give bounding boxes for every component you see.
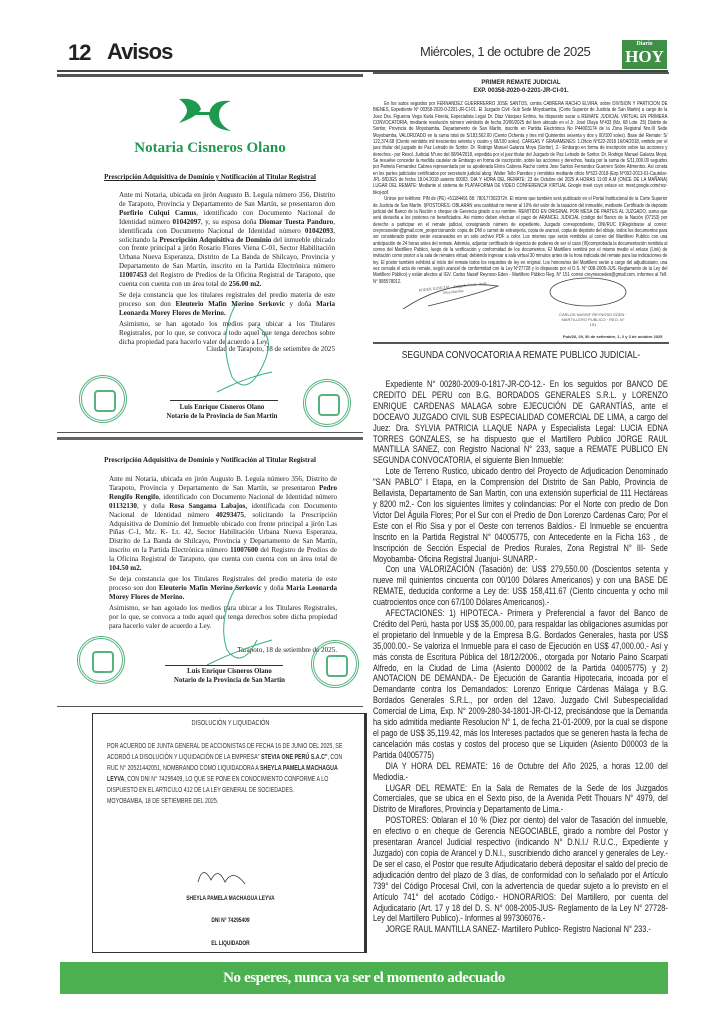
section-title: Avisos (107, 39, 173, 64)
signer-name: Luis Enrique Cisneros Olano (179, 404, 265, 411)
page-number: 12 (68, 40, 91, 65)
liquidator-role: EL LIQUIDADOR (211, 940, 250, 947)
bold-text: Rosa Sangama Labajos, (169, 501, 248, 510)
paragraph: En los autos seguidos por FERNANDEZ GUERRRERRO JOSE SANTOS, contra CABRERA RACHO ELVIRA, sobre DIVISION Y PARTICION DE BIENES, Expediente N° 00358-2020-0-2201-JR-CI-01. El Juzgado Civil -Sub Sede Moyobamba, (Corte Superior de Justicia de San Martin) a cargo de la Juez Dra. Figueroa Vega Karla Fiorela, Especialista Legal Dr. Diaz Vásquez Erdma, ha dispuesto sacar a REMATE JUDICIAL VIRTUAL EN PRIMERA CONVOCATORIA, mediante resolución número veintiséis de fecha 20/06/2025 del bien ubicado en el Jr. José Olaya N°433 (Mz. 68 Lote. 25) Distrito de Soritor, Provincia de Moyobamba, Departamento de San Martin, inscrito en Partida Electrónica No P44003174 de la Zona Registral Nro.III Sede Moyobamba, VALORIZADO en la suma total de S/183,562.00 (Ciento Ochenta y tres mil Quinientos sesenta y dos y 00/100 soles). Base del Remate: S/ 122,374.68 (Ciento veintidós mil trescientos setenta y cuatro y 68/100 soles). CARGAS Y GRAVAMENES: 1.Oficio N°622-2018 16/04/2018, emitido por el juez titular del juzgado de Paz Letrado de Soritor. Dr. Rodrigo Manuel Galarza Moya (Soritor). 2.- Embargo en forma de inscripción sobre las acciones y derechos.- por Resol. Judicial N°uno del 08/04/2018, expedida por el juez titular del Juzgado de Paz Letrado de Soritor. Dr. Rodrigo Manuel Galarza Moya; Se resuelve conceder la medida cautelar de Embargo en forma de inscripción, sobre las acciones y derechos, hasta por la suma de S/11,000.00 seguidos por Pamela Fernandez Cabrea representada por su apoderada Elvira Cabrera Racho contra Jose Santos Fernandez Guerrero Sobre Alimentos. Asi consta en los partes judiciales certificados por secretario judicial abog. Walter Tello Paredes y remitidos mediante oficio N°622-2018-(Exp N°092-2013-01-Cautelar-JPL-SfDJGS de fecha 18.04.2018 asiento 00003. DIA Y HORA DEL REMATE: 23 de Octubre del 2025 A HORAS 11:00 A.M (ONCE DE LA MAÑANA) LUGAR DEL REMATE: Mediante el sistema de PLATAFORMA DE VIDEO CONFERENCIA VIRTUAL Google meet cuyo enlace es: meet.google.com/nxz-bkoj-qof. (373, 101, 668, 196)
notary-brand: Notaria Cisneros Olano (134, 140, 286, 156)
notice-body (373, 101, 667, 285)
text: POR ACUERDO DE JUNTA GENERAL DE ACCIONISTAS DE FECHA 16 DE JUNIO DEL 2025, SE ACORDÓ LA DISOLUCIÓN Y LIQUIDACIÓN DE LA EMPRESA" (107, 741, 343, 761)
paragraph: POSTORES: Oblaran el 10 % (Diez por ciento) del valor de Tasación del inmueble, en efectivo o en cheque de Gerencia NEGOCIABLE, girado a nombre del Postor y presentaran Arancel Judicial respectivo (indicando N° D.N.I./ R.U.C., Expediente y Juzgado) con copia de Arancel y D.N.I., suscribiendo dicho arancel y generales de Ley.- De ser el caso, el Postor que resulte Adjudicatario deberá depositar el saldo del precio de adjudicación dentro del plazo de 3 días, de conformidad con lo señalado por el Artículo 739° del Código Procesal Civil, con la advertencia de quedar sujeto a lo previsto en el Artículo 741° del acotado Código.- HONORARIOS: Del Martillero, por cuenta del Adjudicatario (Art. 17 y 18 del D. S. N° 008-2005-JUS- Reglamento de la Ley N° 27728- Ley del Martillero Publico).- Informes al 997306076.- (373, 815, 668, 925)
notice-title: PRIMER REMATE JUDICIAL (481, 80, 561, 86)
text: Asimismo, se han agotado los medios para ubicar a los Titulares Registrales, por lo que, se convoca a todo aquel que tenga derechos sobre dicha propiedad para hacerlo valer de acuerdo a Ley. (109, 603, 337, 630)
newspaper-logo (622, 40, 667, 69)
signer-role: Notario de la Provincia de San Martin (166, 413, 278, 420)
paragraph: Con una VALORIZACIÓN (Tasación) de: US$ 279,550.00 (Doscientos setenta y nueve mil quinientos cincuenta con 00/100 Dólares Americanos) y con una BASE DE REMATE, deducida conforme a Ley de: US$ 158,411.67 (Ciento cincuenta y ocho mil cuatrocientos once con 67/100 Dólares Americanos).- (373, 564, 668, 609)
text: Ante mi Notaria, ubicada en jirón Augusto B. Leguía número 356, Distrito de Tarapoto, Provincia y Departamento de San Martín, se presentaron don (119, 191, 335, 208)
notary-signer (147, 667, 312, 685)
signer-name: Luis Enrique Cisneros Olano (187, 668, 272, 675)
bold-text: 104.50 m2. (109, 564, 142, 573)
paragraph (107, 795, 345, 806)
signature-icon (207, 297, 277, 407)
text: , y doña (136, 501, 170, 510)
bold-text: Maria Leonarda Morey Flores de Merino. (119, 299, 335, 317)
bold-text: 11007600 (230, 546, 259, 555)
second-auction-body (373, 380, 668, 936)
bold-text: Diomar Tuesta Panduro (259, 217, 334, 226)
auctioneer-stamp: CARLOS NASSIF REYNOSO EDEN · MARTILLERO PUBLICO · REG. N° 151 (559, 312, 627, 327)
text: Ante mi Notaria, ubicada en jirón Augusto B. Leguía número 356, Distrito de Tarapoto, Provincia y Departamento de San Martín, se presentaron (109, 475, 337, 492)
signature-line (170, 400, 278, 401)
notary-seal-icon (303, 379, 351, 427)
paragraph: DIA Y HORA DEL REMATE: 16 de Octubre del Año 2025, a horas 12.00 del Mediodía.- (373, 760, 668, 783)
notary-logo-icon (175, 95, 235, 135)
text: MOYOBAMBA, 18 DE SETIEMBRE DEL 2025. (107, 796, 219, 805)
notary-seal-icon (77, 636, 125, 684)
text: y doña (284, 299, 317, 308)
notary-seal-icon (311, 640, 359, 688)
text: Se deja constancia que los titulares registrales del predio materia de este proceso son don (119, 290, 335, 308)
text: , identificada con Documento Nacional de Identidad número (119, 217, 335, 235)
notice-body (107, 740, 345, 806)
bold-text: Pedro Rengifo Rengifo (109, 483, 337, 501)
paragraph: LUGAR DEL REMATE: En la Sala de Remates de la Sede de los Juzgados Comerciales, que se ubica en el Sexto piso, de la Avenida Petit Thouars N° 4979, del Distrito de Miraflores, Provincia y Departamento de Lima.- (373, 782, 668, 816)
signature-line (165, 665, 283, 666)
text: y doña (261, 583, 287, 592)
notice-place-date: Ciudad de Tarapoto, 18 de setiembre de 2025 (206, 345, 335, 353)
bold-text: Eleuterio Mafin Merino Serkovic (175, 299, 285, 308)
logo-small-text: Diario (636, 41, 653, 47)
paragraph (109, 475, 337, 573)
notary-notice-2 (57, 437, 363, 707)
signature-icon (193, 862, 253, 892)
paragraph: Expediente N° 00280-2009-0-1817-JR-CO-12.- En los seguidos por BANCO DE CREDITO DEL PERU con B.G. BORDADOS GENERALES S.R.L. y LORENZO ENRIQUE CARDENAS MALAGA sobre EJECUCIÓN DE GARANTÍAS, ante el DOCEAVO JUZGADO CIVIL SUB ESPECIALIDAD COMERCIAL DE LIMA, a cargo del Juez: Dra. SYLVIA PATRICIA LLAQUE NAPA y Especialista Legal: LUCIA EDNA TORRES GONZALES, se ha dispuesto que el Martillero Publico JORGE RAUL MANTILLA SANEZ, con Registro Nacional N° 233, saque a REMATE PUBLICO EN SEGUNDA CONVOCATORIA, el siguiente Bien Inmueble: (373, 379, 668, 467)
text: , identificado con Documento Nacional de Identidad número (119, 208, 335, 226)
publication-dates: Pub/26, 29, 30 de setiembre, 1, 2 y 3 de octubre 2025 (563, 334, 663, 339)
issue-date: Miércoles, 1 de octubre de 2025 (420, 44, 591, 59)
bold-text: 01042097 (172, 217, 201, 226)
paragraph (107, 740, 345, 795)
text: , CON DNI N° 74295409, LO QUE SE PONE EN CONOCIMIENTO CONFORME A LO DISPUESTO EN EL ARTICULO 412 DE LA LEY GENERAL DE SOCIEDADES. (107, 774, 329, 794)
paragraph: Lote de Terreno Rustico, ubicado dentro del Proyecto de Adjudicacion Denominado "SAN PABLO" I Etapa, en la Comprension del Distrito de San Pablo, Provincia de Bellavista, Departamento de San Martin, con una extensión superficial de 111 Hectáreas y 8200 m2.- Con los siguientes límites y colindancias: Por el Norte con predio de Don Victor Del Águila Flores; Por el Sur con el Predio de Don Lorenzo Cardenas Caro; Por el Este con el Rio Sisa y por el Oeste con terrenos Baldíos.- El Inmueble se encuentra Inscrito en la Partida Registral N° 04005775, con Antecedente en la Ficha 163 , de Inscripción de Sección Especial de Predios Rurales, Zona Registral N° III- Sede Moyobamba- Oficina Registral Juanjui- SUNARP.- (373, 466, 668, 565)
text: identificada con Documento Nacional de Identidad número (109, 501, 337, 519)
second-auction-title: SEGUNDA CONVOCATORIA A REMATE PUBLICO JUDICIAL- (401, 350, 641, 361)
paragraph (119, 191, 335, 289)
bold-text: Maria Leonarda Morey Flores de Merino. (109, 583, 337, 601)
notary-notice-1 (57, 74, 363, 433)
notice-title: DISOLUCIÓN Y LIQUIDACIÓN (191, 720, 270, 727)
text: , identificado con Documento Nacional de Identidad número (158, 492, 337, 501)
text: , y, su esposa doña (200, 217, 260, 226)
notice-title: Prescripción Adquisitiva de Dominio y Notificación al Titular Registral (104, 456, 316, 464)
text: del inmueble ubicado con frente principal a jirón Rosario Flores Viena C-01, Sector Habilitación Urbana Nueva Esperanza, Distrito de La Banda de Shilcayo, Provincia y Departamento de San Martín, inscrito en la Partida Electrónica número (119, 235, 336, 271)
paragraph: JORGE RAUL MANTILLA SANEZ- Martillero Publico- Registro Nacional N° 233.- (385, 924, 651, 936)
bold-text: 40293475 (215, 510, 245, 519)
text: Se deja constancia que los Titulares Registrales del predio materia de este proceso son don (109, 574, 337, 592)
text: , solicitando la (119, 226, 335, 244)
bold-text: SHEYLA PAMELA MACHAGUA LEYVA (107, 763, 338, 783)
footer-banner: No esperes, nunca va ser el momento adecuado (60, 962, 668, 994)
text: , solicitando la Prescripción Adquisitiva de Dominio del Inmueble ubicado con frente principal a jirón Las Piñas C-1, Mz. K- Lt. 42, Sector Habilitación Urbana Nueva Esperanza, Distrito de La Banda de Shilcayo, Provincia y Departamento de San Martín, inscrito en la Partida Electrónica número (109, 510, 337, 555)
bold-text: 11007453 (119, 271, 147, 280)
bold-text: 01132130 (109, 501, 137, 510)
first-auction-notice (373, 72, 669, 344)
bold-text: 01042093 (304, 226, 334, 235)
notice-exp: EXP. 00358-2020-0-2201-JR-CI-01. (473, 88, 569, 94)
text: del Registro de Predios de la Oficina Registral de Tarapoto, que cuenta con cuenta con un área total de (109, 546, 338, 564)
notice-title: Prescripción Adquisitiva de Dominio y Notificación al Titular Registral (104, 173, 316, 181)
signer-role: Notario de la Provincia de San Martin (174, 677, 285, 684)
notice-place-date: Tarapoto, 18 de setiembre de 2025. (237, 646, 337, 654)
notary-signer (147, 403, 297, 421)
paragraph: Unirse por teléfono: PIN de (PE) +51184491 88: 780177302372#. El mismo que también será publicado en el Portal Institucional de la Corte Superior de Justicia de San Martin. I)POSTORES: OBLARÁN una cantidad no menor al 10% del valor de la tasación del inmueble, mediante Certificado de depósito judicial del Banco de la Nación o cheque de Gerencia girado a su nombre. REMITIDO EN ORIGINAL POR MESA DE PARTES AL JUZGADO, suma que será devuelta a los postores no beneficiados. Asi mismo deben efectuar el pago de ARANCEL JUDICIAL (código del Banco de la Nación (07153) por derecho a participar en el remate judicial, consignando número de expediente, Juzgado correspondiente, DNI/RUC II)Registrarse al correo: creynosoeden@gmail.com_proporcionando: copia de DNI o carnet de extranjería, copia de arancel, copia de depósito del oblaje, todos los documentos para ser considerado postor serán escaneados en un solo archivo PDF a color. Los mismos que serán remitidos al correo del Martillero Publico con una anticipación de 24 horas antes del remate. Además, adjuntar certificado de vigencia de poderes de ser el caso (III)comprobada la documentación remitida al correo del Martillero Publico, luego de la verificación y conformidad de los documentos. El Martillero remitirá por el mismo medio el enlace (Link) de invitación como postor a la sala de remates virtual; debiendo ingresar a sala virtual 30 minutos antes de la hora indicada del remate para las indicaciones de ley. El postor también exhibirá al inicio del remate todos los requisitos de ley en original. Los honorarios del Martillero serán a cargo del adjudicatario, una vez cerrada el acta de remate, según arancel de conformidad con la Ley N°27728 y lo dispuesto por el D.S. N° 008-2005-JUS. Reglamento de la Ley del Martillero Público) y están afectos al IGV. Carlos Nassif Reynoso Eden - Martillero Público Reg. N° 151 correo creynosoeden@gmail.com. informes al Telf. N° 985578012. (373, 196, 668, 285)
liquidator-dni: DNI N° 74295409 (211, 917, 250, 924)
dissolution-notice (92, 713, 367, 953)
notary-seal-icon (79, 375, 127, 423)
text: del Registro de Predios de la Oficina Registral de Tarapoto, que cuenta con cuenta con un área total de (119, 271, 335, 289)
signature-icon (398, 274, 508, 314)
text: Asimismo, se han agotado los medios para ubicar a los Titulares Registrales, por lo que, se convoca a todo aquel que tenga derechos sobre dicha propiedad para hacerlo valer de acuerdo a Ley. (119, 319, 335, 346)
paragraph: AFECTACIONES: 1) HIPOTECA.- Primera y Preferencial a favor del Banco de Crédito del Perú, hasta por US$ 35,000.00, para respaldar las obligaciones asumidas por el propietario del Inmueble y de la Empresa B.G. Bordados Generales, hasta por US$ 35,000.00.- Se valoriza el Inmueble para el caso de Ejecución en US$ 47,000.00.- Así y más consta de Escritura Pública del 18/12/2006., otorgada por Notario Paino Scarpati Alfredo, en la Ciudad de Lima (Asiento D00002 de la Partida 04005775) y 2) ANOTACION DE DEMANDA.- De Ejecución de Garantía Hipotecaria, incoada por el Demandante contra los Demandados: Lorenzo Enrique Cárdenas Málaga y B.G. Bordados Generales S.R.L., por orden del 12avo. Juzgado Civil Subespecialidad Comercial de Lima, Exp. N° 2009-280-34-1801-JR-CI-12, precisándose que la Demanda ha sido admitida mediante Resolucion N° 1, de fecha 21-01-2009, por la cual se dispone el pago de US$ 35,119.42, más los Intereses pactados que se generen hasta la fecha de cancelación más costas y costos del proceso que se Liquiden (Asiento D00003 de la Partida 04005775) (373, 608, 668, 761)
signature-icon (543, 274, 638, 314)
bold-text: Eleuterio Mafin Merino Serkovic (158, 583, 262, 592)
bold-text: Porfirio Culqui Camus (119, 208, 197, 217)
text: , CON RUC N° 20521442051, NOMBRANDO COMO LIQUIDADORA A (107, 752, 343, 772)
logo-big-text: HOY (625, 47, 664, 66)
bold-text: STEVIA ONE PERÚ S.A.C" (260, 752, 328, 761)
bold-text: 256.00 m2. (228, 280, 262, 289)
court-stamp: PODER JUDICIAL · Juzgado Civil · Sede Moyobamba (418, 280, 488, 296)
liquidator-name: SHEYLA PAMELA MACHAGUA LEYVA (186, 895, 275, 902)
bold-text: Prescripción Adquisitiva de Dominio (159, 235, 272, 244)
